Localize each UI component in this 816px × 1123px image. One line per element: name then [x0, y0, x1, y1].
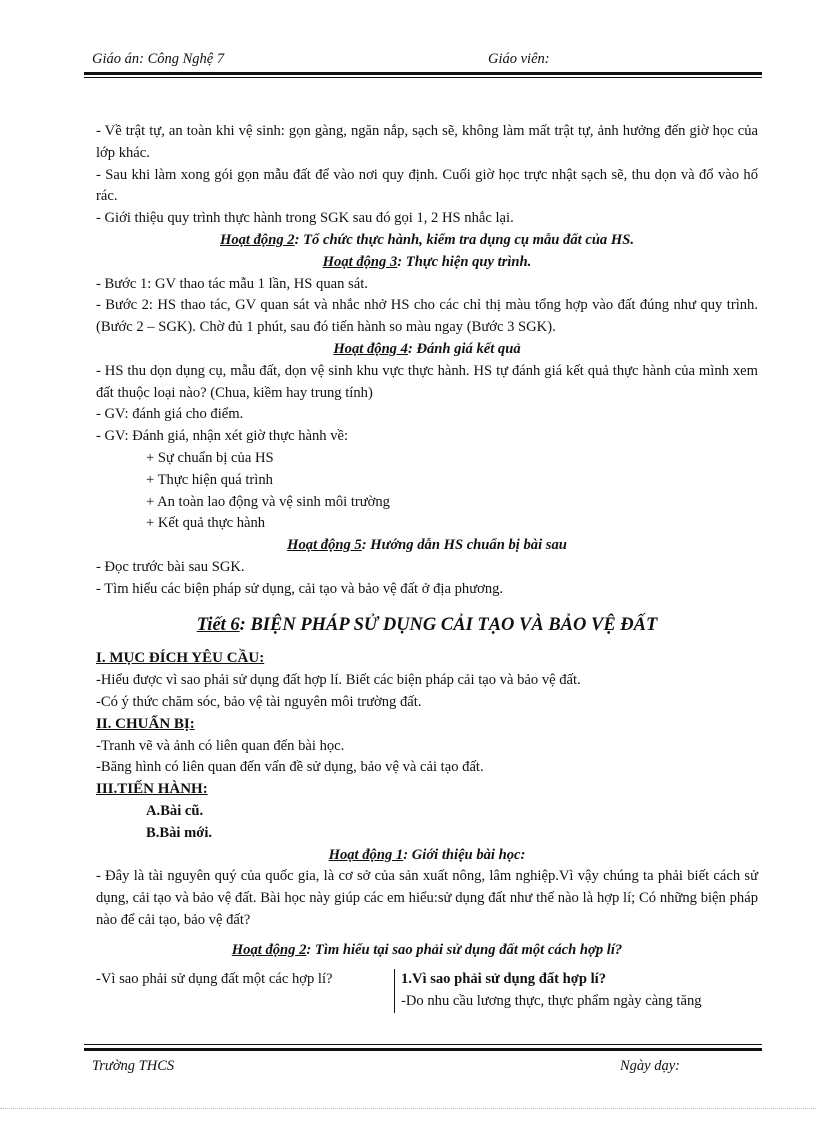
- header-rule-thin: [84, 77, 762, 78]
- header-subject: Giáo án: Công Nghệ 7: [92, 51, 225, 67]
- footer-rule-thin: [84, 1044, 762, 1045]
- section-heading-1: I. MỤC ĐÍCH YÊU CẦU:: [96, 650, 265, 667]
- subsection-new-lesson: B.Bài mới.: [146, 824, 213, 841]
- page-edge: [0, 1108, 816, 1109]
- header-teacher: Giáo viên:: [488, 51, 550, 67]
- paragraph: - Tìm hiểu các biện pháp sử dụng, cải tạo và bảo vệ đất ở địa phương.: [96, 580, 504, 597]
- paragraph: -Hiểu được vì sao phải sử dụng đất hợp lí. Biết các biện pháp cải tạo và bảo vệ đất.: [96, 672, 581, 689]
- paragraph: - Về trật tự, an toàn khi vệ sinh: gọn gàng, ngăn nắp, sạch sẽ, không làm mất trật tự, ảnh hưởng đến giờ học của lớp khác.: [96, 123, 758, 161]
- list-item: + Kết quả thực hành: [146, 515, 266, 532]
- content-heading: 1.Vì sao phải sử dụng đất hợp lí?: [401, 971, 607, 988]
- activity-heading-5: Hoạt động 5: Hướng dẫn HS chuẩn bị bài sau: [287, 537, 567, 554]
- footer-school: Trường THCS: [92, 1058, 175, 1074]
- list-item: + Sự chuẩn bị của HS: [146, 449, 274, 466]
- document-body: [96, 121, 758, 1013]
- page-footer: [92, 1058, 762, 1075]
- activity-heading-1: Hoạt động 1: Giới thiệu bài học:: [328, 846, 526, 863]
- subsection-old-lesson: A.Bài cũ.: [146, 802, 204, 819]
- paragraph: - HS thu dọn dụng cụ, mẫu đất, dọn vệ sinh khu vực thực hành. HS tự đánh giá kết quả thực hành của mình xem đất thuộc loại nào? (Chua, kiềm hay trung tính): [96, 362, 758, 401]
- paragraph: - Bước 1: GV thao tác mẫu 1 lần, HS quan sát.: [96, 275, 368, 292]
- activity-heading-4: Hoạt động 4: Đánh giá kết quả: [333, 340, 521, 357]
- paragraph: - Sau khi làm xong gói gọn mẫu đất để vào nơi quy định. Cuối giờ học trực nhật sạch sẽ, thu dọn và đổ vào hố rác.: [96, 166, 758, 205]
- content-text: -Do nhu cầu lương thực, thực phẩm ngày càng tăng: [401, 993, 702, 1010]
- activity-heading-2: Hoạt động 2: Tổ chức thực hành, kiểm tra dụng cụ mẫu đất của HS.: [219, 231, 634, 248]
- activity-heading-2b: Hoạt động 2: Tìm hiểu tại sao phải sử dụng đất một cách hợp lí?: [231, 941, 623, 958]
- content-cell: [394, 969, 758, 1013]
- paragraph: - Bước 2: HS thao tác, GV quan sát và nhắc nhở HS cho các chỉ thị màu tổng hợp vào đất đúng như quy trình. (Bước 2 – SGK). Chờ đủ 1 phút, sau đó tiến hành so màu ngay (Bước 3 SGK).: [96, 297, 758, 336]
- paragraph: -Tranh vẽ và ảnh có liên quan đến bài học.: [96, 737, 345, 754]
- section-heading-2: II. CHUẨN BỊ:: [96, 715, 195, 732]
- paragraph: - Đây là tài nguyên quý của quốc gia, là cơ sở của sản xuất nông, lâm nghiệp.Vì vậy chúng ta phải biết cách sử dụng, cải tạo và bảo vệ đất. Bài học này giúp các em hiểu:sử dụng đất như thế nào là hợp lí; Có những biện pháp nào để cải tạo, bảo vệ đất?: [96, 868, 758, 928]
- lesson-title: Tiết 6: BIỆN PHÁP SỬ DỤNG CẢI TẠO VÀ BẢO VỆ ĐẤT: [196, 614, 658, 635]
- header-rule-thick: [84, 72, 762, 75]
- paragraph: - Đọc trước bài sau SGK.: [96, 558, 245, 575]
- footer-date: Ngày dạy:: [620, 1058, 680, 1074]
- paragraph: -Băng hình có liên quan đến vấn đề sử dụng, bảo vệ và cải tạo đất.: [96, 759, 484, 776]
- footer-rule-thick: [84, 1048, 762, 1051]
- two-column-table: [96, 969, 758, 1013]
- list-item: + An toàn lao động và vệ sinh môi trường: [146, 493, 390, 510]
- list-item: + Thực hiện quá trình: [146, 471, 273, 488]
- activity-heading-3: Hoạt động 3: Thực hiện quy trình.: [322, 253, 532, 270]
- teacher-activity-cell: -Vì sao phải sử dụng đất một các hợp lí?: [96, 971, 333, 988]
- paragraph: - GV: đánh giá cho điểm.: [96, 406, 244, 423]
- page-header: [92, 51, 762, 68]
- paragraph: - GV: Đánh giá, nhận xét giờ thực hành về:: [96, 428, 349, 445]
- paragraph: - Giới thiệu quy trình thực hành trong SGK sau đó gọi 1, 2 HS nhắc lại.: [96, 210, 514, 227]
- section-heading-3: III.TIẾN HÀNH:: [96, 781, 208, 798]
- paragraph: -Có ý thức chăm sóc, bảo vệ tài nguyên môi trường đất.: [96, 693, 422, 710]
